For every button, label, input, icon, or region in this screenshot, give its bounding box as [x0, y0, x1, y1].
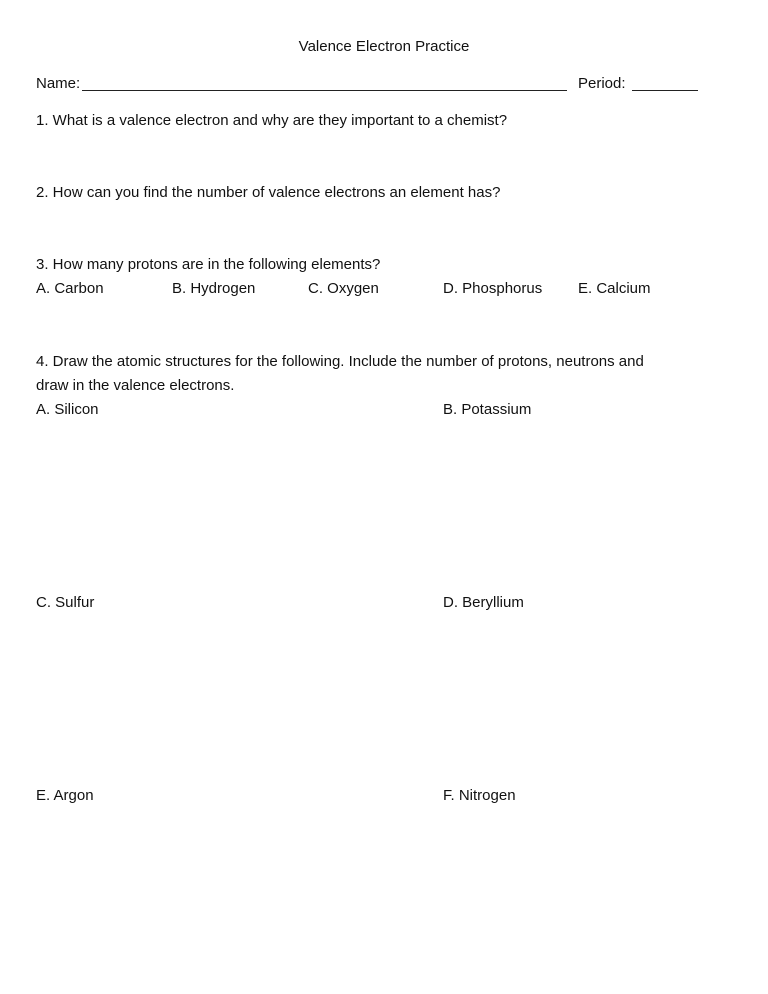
name-field[interactable] — [82, 90, 567, 91]
q4-item-potassium: B. Potassium — [443, 401, 532, 418]
period-label: Period: — [578, 75, 626, 92]
q4-item-sulfur: C. Sulfur — [36, 594, 95, 611]
q4-item-nitrogen: F. Nitrogen — [443, 787, 516, 804]
question-4-line1: 4. Draw the atomic structures for the following. Include the number of protons, neutrons and — [36, 353, 644, 370]
q3-option-carbon: A. Carbon — [36, 280, 104, 297]
q3-option-hydrogen: B. Hydrogen — [172, 280, 256, 297]
name-label: Name: — [36, 75, 81, 92]
page-title: Valence Electron Practice — [298, 38, 470, 55]
q3-option-calcium: E. Calcium — [578, 280, 651, 297]
q3-option-oxygen: C. Oxygen — [308, 280, 379, 297]
question-4-line2: draw in the valence electrons. — [36, 377, 235, 394]
question-1: 1. What is a valence electron and why are they important to a chemist? — [36, 112, 508, 129]
period-field[interactable] — [632, 90, 698, 91]
q4-item-argon: E. Argon — [36, 787, 94, 804]
q4-item-beryllium: D. Beryllium — [443, 594, 524, 611]
q4-item-silicon: A. Silicon — [36, 401, 99, 418]
q3-option-phosphorus: D. Phosphorus — [443, 280, 543, 297]
question-2: 2. How can you find the number of valence electrons an element has? — [36, 184, 501, 201]
question-3: 3. How many protons are in the following elements? — [36, 256, 381, 273]
